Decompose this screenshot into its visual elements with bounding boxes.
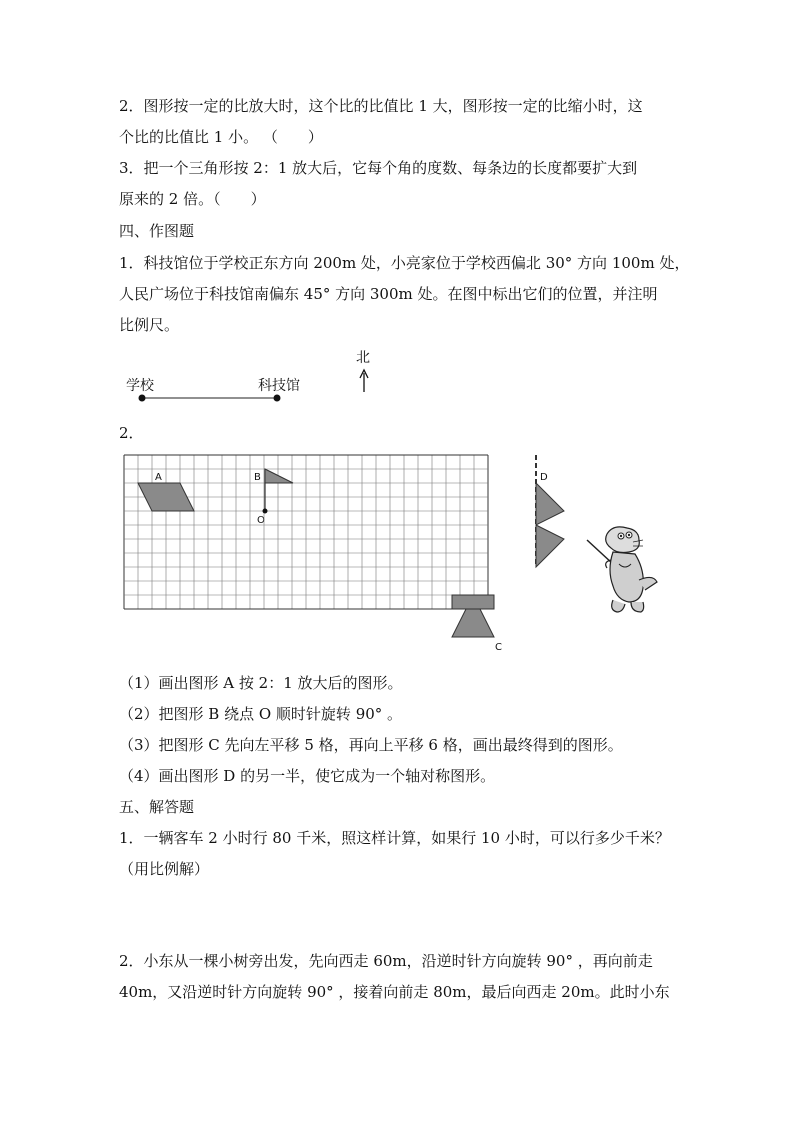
point-o-label: O (257, 515, 265, 526)
drawing-q2-part-3: （3）把图形 C 先向左平移 5 格，再向上平移 6 格，画出最终得到的图形。 (119, 736, 623, 754)
solve-q1-line-2: （用比例解） (119, 860, 210, 878)
school-point (139, 395, 146, 402)
point-o (263, 509, 268, 514)
question-2-line-2: 个比的比值比 1 小。 （ ） (119, 128, 323, 146)
shape-b-label: B (254, 472, 261, 483)
dinosaur-mascot-icon (583, 520, 663, 620)
north-label: 北 (356, 350, 370, 366)
square-grid (124, 455, 488, 609)
shape-d-half (536, 455, 564, 567)
section-heading-solve: 五、解答题 (119, 798, 195, 816)
drawing-q1-line-3: 比例尺。 (119, 316, 180, 334)
north-arrow-icon (360, 370, 368, 392)
solve-q2-line-2: 40m，又沿逆时针方向旋转 90° ，接着向前走 80m，最后向西走 20m。此时小东 (119, 983, 670, 1001)
drawing-q2-part-1: （1）画出图形 A 按 2：1 放大后的图形。 (119, 674, 403, 692)
question-3-line-1: 3．把一个三角形按 2：1 放大后，它每个角的度数、每条边的长度都要扩大到 (119, 159, 638, 177)
section-heading-drawing: 四、作图题 (119, 222, 195, 240)
question-2-line-1: 2．图形按一定的比放大时，这个比的比值比 1 大，图形按一定的比缩小时，这 (119, 97, 643, 115)
shape-c-label: C (495, 642, 502, 653)
shape-c (452, 595, 494, 637)
drawing-q1-line-2: 人民广场位于科技馆南偏东 45° 方向 300m 处。在图中标出它们的位置，并注明 (119, 285, 658, 303)
shape-a-label: A (155, 472, 162, 483)
drawing-q2-number: 2． (119, 424, 144, 442)
solve-q1-line-1: 1．一辆客车 2 小时行 80 千米，照这样计算，如果行 10 小时，可以行多少千米？ (119, 829, 670, 847)
shape-a-parallelogram (138, 483, 194, 511)
museum-point (274, 395, 281, 402)
drawing-q2-part-2: （2）把图形 B 绕点 O 顺时针旋转 90° 。 (119, 705, 403, 723)
museum-label: 科技馆 (258, 378, 300, 394)
shape-d-label: D (540, 472, 548, 483)
question-3-line-2: 原来的 2 倍。（ ） (119, 190, 266, 208)
school-label: 学校 (126, 378, 154, 394)
drawing-q1-line-1: 1．科技馆位于学校正东方向 200m 处，小亮家位于学校西偏北 30° 方向 100m 处， (119, 254, 690, 272)
drawing-q2-part-4: （4）画出图形 D 的另一半，使它成为一个轴对称图形。 (119, 767, 496, 785)
solve-q2-line-1: 2．小东从一棵小树旁出发，先向西走 60m，沿逆时针方向旋转 90° ，再向前走 (119, 952, 653, 970)
